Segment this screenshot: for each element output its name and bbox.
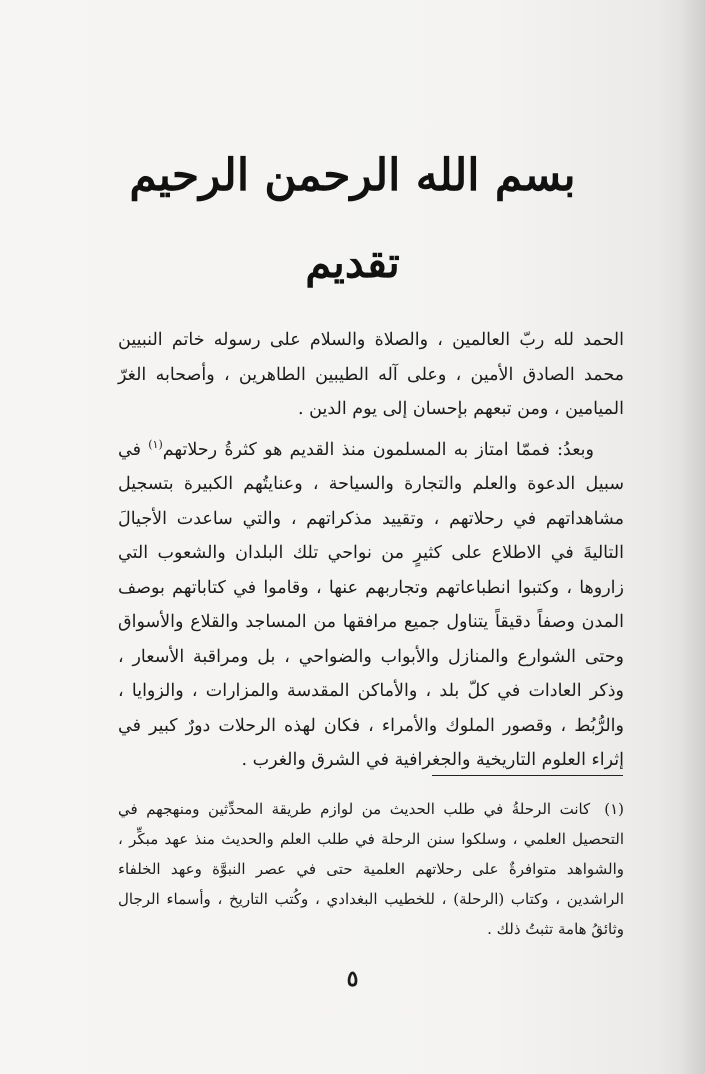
- paragraph-body: [118, 433, 624, 778]
- paragraph-body-rest: في سبيل الدعوة والعلم والتجارة والسياحة ، وعنايتُهم الكبيرة بتسجيل مشاهداتهم في رحلاتهم ، وتقييد مذكراتهم ، والتي ساعدت الأجيالَ التاليةَ في الاطلاع على كثيرٍ من نواحي تلك البلدان والشعوب التي زاروها ، وكتبوا انطباعاتهم وتجاربهم عنها ، وقاموا في كتاباتهم بوصف المدن وصفاً دقيقاً يتناول جميع مرافقها من المساجد والقلاع والأسواق وحتى الشوارع والمنازل والأبواب والضواحي ، بل ومراقبة الأسعار ، وذكر العادات في كلّ بلد ، والأماكن المقدسة والمزارات ، والزوايا ، والرُّبُط ، وقصور الملوك والأمراء ، فكان لهذه الرحلات دورٌ كبير في إثراء العلوم التاريخية والجغرافية في الشرق والغرب .: [118, 439, 624, 770]
- page-number: ٥: [346, 966, 359, 992]
- page-title: تقديم: [305, 238, 400, 287]
- paragraph-body-start: وبعدُ: فممّا امتاز به المسلمون منذ القديم هو كثرةُ رحلاتهم: [162, 439, 595, 460]
- main-text: [118, 323, 624, 778]
- footnote-divider: [432, 775, 623, 776]
- basmala-calligraphy: بسم الله الرحمن الرحيم: [129, 150, 576, 201]
- footnote-reference[interactable]: (١): [148, 437, 163, 451]
- footnote: [118, 794, 624, 944]
- footnote-number: (١): [604, 800, 624, 818]
- paragraph-opening: الحمد لله ربّ العالمين ، والصلاة والسلام على رسوله خاتم النبيين محمد الصادق الأمين ، وعلى آله الطيبين الطاهرين ، وأصحابه الغرّ الميامين ، ومن تبعهم بإحسان إلى يوم الدين .: [118, 330, 624, 419]
- footnote-text: كانت الرحلةُ في طلب الحديث من لوازم طريقة المحدِّثين ومنهجهم في التحصيل العلمي ، وسلكوا سنن الرحلة في طلب العلم والحديث منذ عهد مبكِّر ، والشواهد متوافرةٌ على رحلاتهم العلمية حتى في عصر النبوَّة وعهد الخلفاء الراشدين ، وكتاب (الرحلة) ، للخطيب البغدادي ، وكُتب التاريخ ، وأسماء الرجال وثائقُ هامة تثبتُ ذلك .: [118, 800, 624, 938]
